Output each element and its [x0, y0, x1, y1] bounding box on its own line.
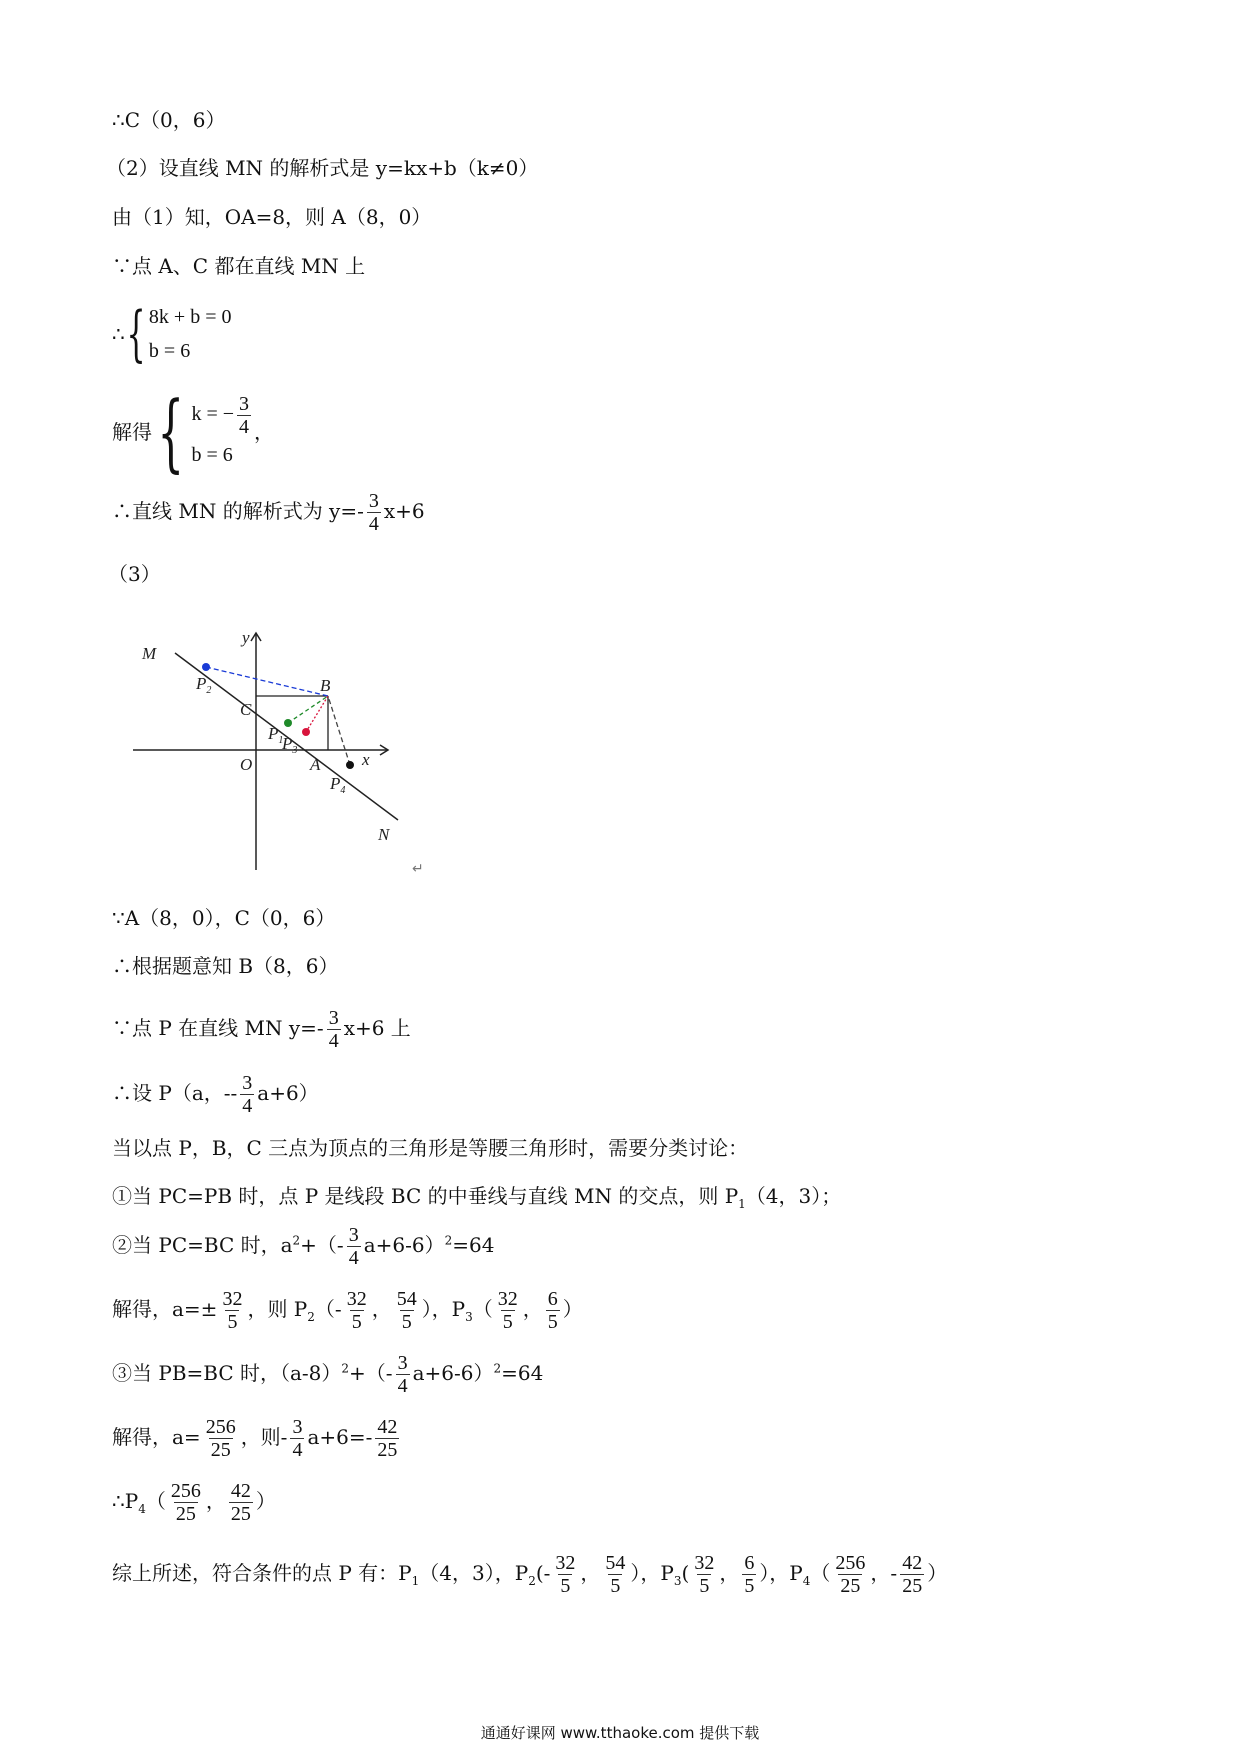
line-oa: 由（1）知，OA=8，则 A（8，0）	[112, 205, 432, 229]
label-n: N	[378, 825, 390, 844]
line-summary: 综上所述，符合条件的点 P 有：$P_1(4$，3），$P_2(-$ $\frac{32}{5}$ ， $\frac{54}{5}$ ），$P_3$( $\frac{32}{5}$ ， $\frac{6}{5}$ ），$P_4$（ $\frac{256}{25}$ ，- $\frac{42}{25}$ ）	[112, 1552, 948, 1597]
equation-system-1: ∴{ 8k + b = 0 b = 6	[112, 299, 232, 369]
label-p2: $P_2$	[196, 674, 212, 696]
return-mark: ↵	[412, 861, 424, 875]
point-p3	[302, 728, 310, 736]
label-p3: $P_3$	[282, 734, 298, 756]
dashed-p4-b	[328, 696, 350, 765]
label-b: B	[320, 676, 331, 695]
label-m: M	[142, 644, 157, 663]
line-set-p: ∴设 P（a，-- $\frac{3}{4}$ a+6）	[112, 1072, 319, 1117]
dashed-p2-b	[206, 667, 328, 696]
label-p1: $P_1$	[268, 724, 284, 746]
line-p4: $\therefore P_4$（ $\frac{256}{25}$ ， $\frac{42}{25}$ ）	[112, 1480, 276, 1525]
equation-system-solution: 解得{ k = − $\frac{3}{4}$ b = 6 ，	[112, 383, 275, 481]
label-y: y	[242, 628, 250, 647]
line-case-3-solution: 解得，a= $\frac{256}{25}$ ，则- $\frac{3}{4}$ a+6=- $\frac{42}{25}$	[112, 1416, 398, 1461]
coordinate-figure	[130, 625, 430, 875]
label-p4: $P_4$	[330, 774, 346, 796]
dashed-p3-b	[306, 696, 328, 732]
point-p4	[346, 761, 354, 769]
dashed-p1-b	[288, 696, 328, 723]
line-part2-intro: （2）设直线 MN 的解析式是 y=kx+b（k≠0）	[106, 156, 539, 180]
line-c-coordinate: ∴C（0，6）	[112, 108, 226, 132]
page-footer: 通通好课网 www.tthaoke.com 提供下载	[480, 1724, 760, 1742]
line-case-discussion: 当以点 P，B，C 三点为顶点的三角形是等腰三角形时，需要分类讨论：	[112, 1136, 749, 1160]
label-c: C	[240, 700, 252, 719]
line-case-2: ②当 PC=BC 时，$a^2+(-$ $\frac{3}{4}$ a+6-6）$^2$=64	[112, 1224, 495, 1269]
label-x: x	[362, 750, 370, 769]
label-o: O	[240, 755, 253, 774]
line-a-c-given: ∵A（8，0），C（0，6）	[112, 906, 336, 930]
line-case-1: ①当 PC=PB 时，点 P 是线段 BC 的中垂线与直线 MN 的交点，则 $P_1(4$，3）；	[112, 1184, 842, 1211]
line-p-on-mn: ∵点 P 在直线 MN y=- $\frac{3}{4}$ x+6 上	[112, 1007, 411, 1052]
line-b-coordinate: ∴根据题意知 B（8，6）	[112, 954, 339, 978]
line-mn-expression: ∴直线 MN 的解析式为 y=- $\frac{3}{4}$ x+6	[112, 490, 425, 535]
line-part3: （3）	[108, 562, 161, 586]
line-points-on-mn: ∵点 A、C 都在直线 MN 上	[112, 254, 366, 278]
line-case-2-solution: 解得，a=± $\frac{32}{5}$ ，则 $P_2(-$ $\frac{32}{5}$ ， $\frac{54}{5}$ ），$P_3$（ $\frac{32}{5}$ ， $\frac{6}{5}$ ）	[112, 1288, 583, 1333]
label-a: A	[310, 755, 321, 774]
point-p2	[202, 663, 210, 671]
line-case-3: ③当 PB=BC 时，$(a-8)^2+(-$ $\frac{3}{4}$ a+6-6）$^2$=64	[112, 1352, 544, 1397]
point-p1	[284, 719, 292, 727]
